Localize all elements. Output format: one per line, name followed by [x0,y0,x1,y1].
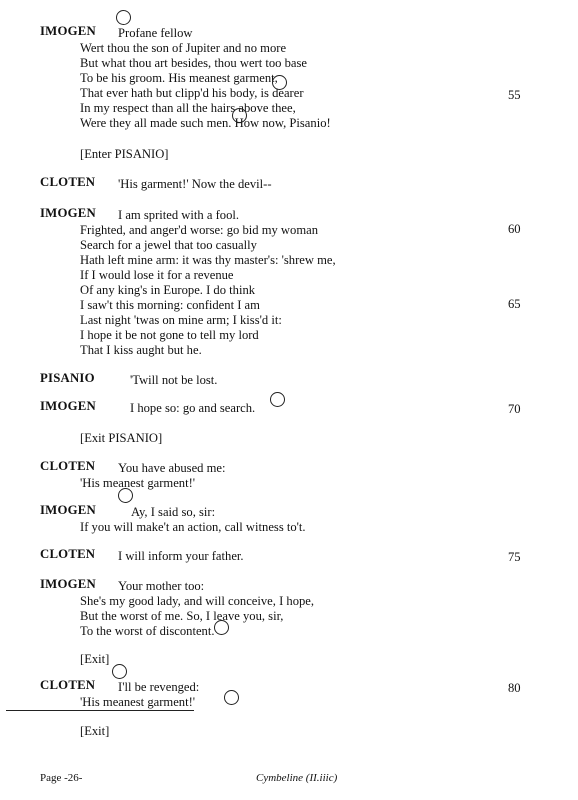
line-number: 70 [508,402,521,416]
dialogue-line: I am sprited with a fool. [118,208,240,222]
speaker-name: CLOTEN [40,678,96,692]
dialogue-line: You have abused me: [118,461,226,475]
annotation-mark-icon [224,690,239,705]
dialogue-line: 'Twill not be lost. [130,373,218,387]
dialogue-line: 'His garment!' Now the devil-- [118,177,272,191]
dialogue-line: Hath left mine arm: it was thy master's: 'shrew me, [80,253,336,267]
speaker-name: IMOGEN [40,503,96,517]
dialogue-line: Search for a jewel that too casually [80,238,257,252]
dialogue-line: Wert thou the son of Jupiter and no more [80,41,287,55]
dialogue-line: Last night 'twas on mine arm; I kiss'd it: [80,313,282,327]
dialogue-line: I saw't this morning: confident I am [80,298,260,312]
annotation-mark-icon [232,108,247,123]
dialogue-line: I hope so: go and search. [130,401,256,415]
line-number: 65 [508,297,521,311]
dialogue-line: Of any king's in Europe. I do think [80,283,256,297]
speaker-name: IMOGEN [40,206,96,220]
annotation-mark-icon [214,620,229,635]
speaker-name: PISANIO [40,371,95,385]
dialogue-line: That I kiss aught but he. [80,343,202,357]
annotation-mark-icon [270,392,285,407]
speaker-name: IMOGEN [40,399,96,413]
dialogue-line: To be his groom. His meanest garment, [80,71,278,85]
dialogue-line: But what thou art besides, thou wert too base [80,56,307,70]
dialogue-line: In my respect than all the hairs above thee, [80,101,296,115]
page-number: Page -26- [40,772,83,784]
dialogue-line: Your mother too: [118,579,205,593]
line-number: 75 [508,550,521,564]
speaker-name: CLOTEN [40,547,96,561]
annotation-mark-icon [272,75,287,90]
speaker-name: IMOGEN [40,24,96,38]
annotation-mark-icon [112,664,127,679]
play-title: Cymbeline (II.iiic) [256,772,338,784]
speaker-name: CLOTEN [40,175,96,189]
dialogue-line: But the worst of me. So, I leave you, sir, [80,609,284,623]
stage-direction: [Exit] [80,652,110,666]
stage-direction: [Exit] [80,724,110,738]
stage-direction: [Exit PISANIO] [80,431,163,445]
annotation-mark-icon [118,488,133,503]
dialogue-line: Ay, I said so, sir: [131,505,216,519]
annotation-mark-icon [116,10,131,25]
dialogue-line: If you will make't an action, call witness to't. [80,520,306,534]
dialogue-line: Profane fellow [118,26,193,40]
dialogue-line: 'His meanest garment!' [80,695,196,709]
dialogue-line: She's my good lady, and will conceive, I hope, [80,594,315,608]
stage-direction: [Enter PISANIO] [80,147,169,161]
speaker-name: IMOGEN [40,577,96,591]
line-number: 60 [508,222,521,236]
line-number: 80 [508,681,521,695]
dialogue-line: That ever hath but clipp'd his body, is dearer [80,86,304,100]
dialogue-line: If I would lose it for a revenue [80,268,234,282]
handwritten-rule [6,710,194,711]
dialogue-line: I'll be revenged: [118,680,200,694]
dialogue-line: To the worst of discontent. [80,624,215,638]
dialogue-line: I will inform your father. [118,549,244,563]
line-number: 55 [508,88,521,102]
dialogue-line: Were they all made such men. How now, Pisanio! [80,116,331,130]
dialogue-line: 'His meanest garment!' [80,476,196,490]
dialogue-line: Frighted, and anger'd worse: go bid my woman [80,223,319,237]
speaker-name: CLOTEN [40,459,96,473]
dialogue-line: I hope it be not gone to tell my lord [80,328,259,342]
